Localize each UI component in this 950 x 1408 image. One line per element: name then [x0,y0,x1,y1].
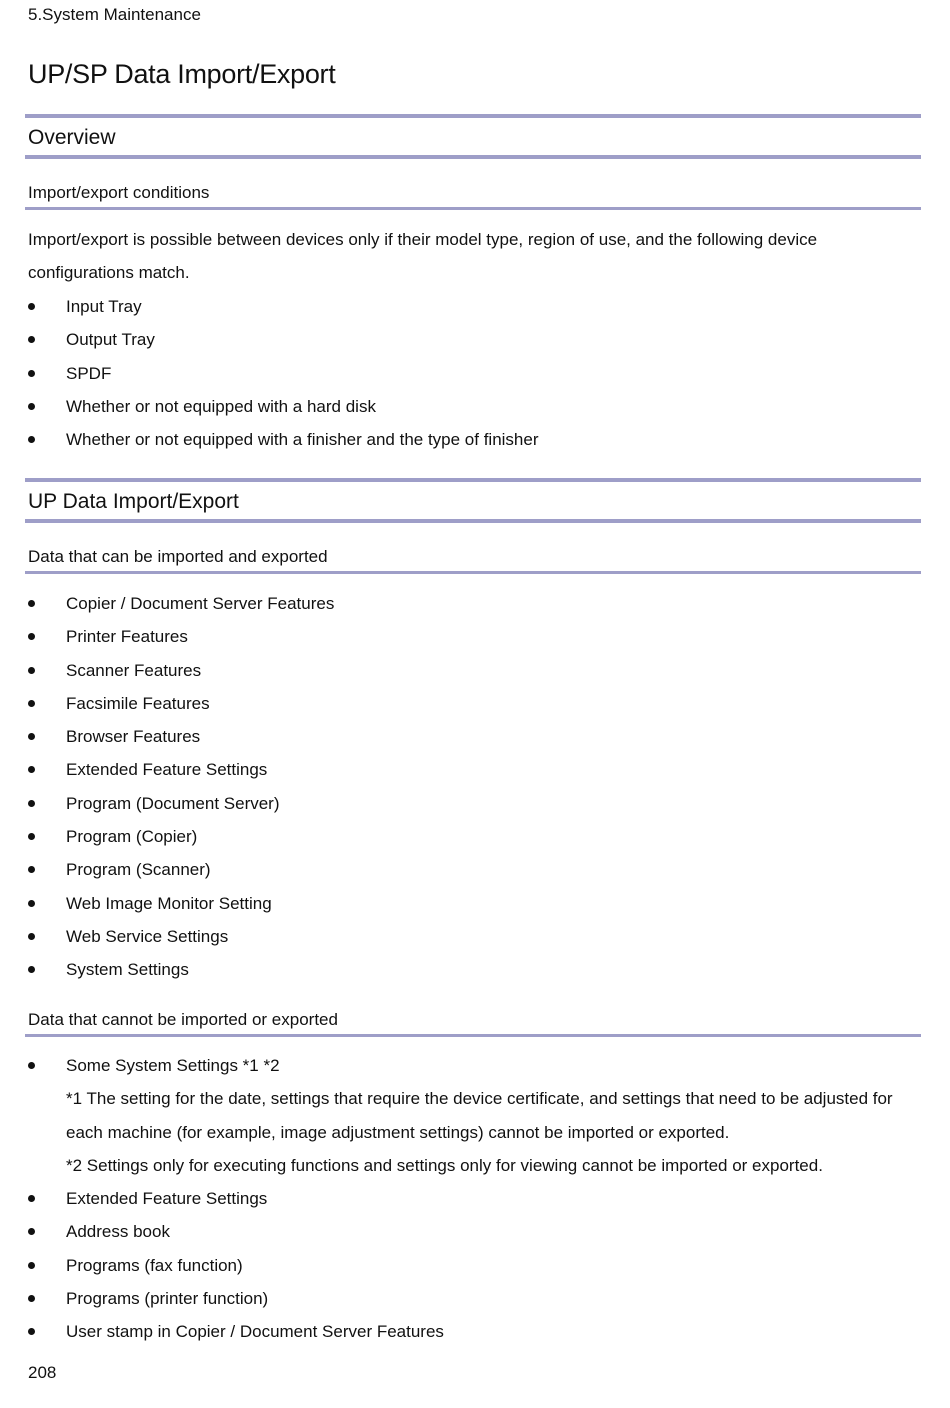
list-item-label: Browser Features [66,727,201,747]
list-item [28,323,908,356]
list-item [28,687,908,720]
list-item-label: Some System Settings *1 *2 [66,1056,280,1075]
list-item-label: User stamp in Copier / Document Server Features [66,1322,444,1342]
bullet-icon [28,633,35,640]
list-item-label: Whether or not equipped with a finisher and the type of finisher [66,430,539,450]
bullet-icon [28,303,35,310]
cannot-export-subheading: Data that cannot be imported or exported [28,1010,338,1029]
list-item-label: Facsimile Features [66,693,210,713]
list-item-label: Printer Features [66,627,188,647]
list-item [28,920,908,953]
list-item-label: Web Image Monitor Setting [66,893,272,913]
list-item [28,654,908,687]
list-item-label: System Settings [66,960,189,980]
running-header: 5.System Maintenance [28,5,201,24]
page-title: UP/SP Data Import/Export [28,59,336,89]
list-item-label: Extended Feature Settings [66,760,268,780]
bullet-icon [28,403,35,410]
overview-heading: Overview [28,126,116,149]
list-item [28,853,908,886]
list-item [28,720,908,753]
list-item-label: SPDF [66,363,112,383]
list-item [28,423,908,456]
list-item-label: Program (Scanner) [66,860,211,880]
subheading-rule [25,1034,921,1037]
bullet-icon [28,600,35,607]
list-item [28,1249,908,1282]
list-item [28,1182,908,1215]
list-item [28,753,908,786]
page-number: 208 [28,1363,57,1382]
list-item-label: Input Tray [66,297,142,316]
can-export-list [28,587,908,987]
bullet-icon [28,1295,35,1302]
list-item-label: Program (Copier) [66,827,198,847]
bullet-icon [28,933,35,940]
bullet-icon [28,1228,35,1235]
bullet-icon [28,766,35,773]
cannot-export-list [28,1049,908,1349]
bullet-icon [28,436,35,443]
conditions-list [28,290,908,456]
section-rule-top [25,478,921,482]
list-item [28,290,908,323]
bullet-icon [28,700,35,707]
list-item-label: Programs (printer function) [66,1289,269,1309]
up-data-heading: UP Data Import/Export [28,490,239,513]
section-rule-top [25,114,921,118]
list-item [28,390,908,423]
bullet-icon [28,1262,35,1269]
list-item-label: Output Tray [66,330,155,350]
list-item [28,1049,908,1182]
bullet-icon [28,866,35,873]
can-export-subheading: Data that can be imported and exported [28,547,328,566]
list-item [28,820,908,853]
bullet-icon [28,1328,35,1335]
list-item [28,787,908,820]
section-rule-bottom [25,155,921,159]
list-item [28,357,908,390]
bullet-icon [28,833,35,840]
list-item [28,1315,908,1348]
subheading-rule [25,207,921,210]
list-item [28,887,908,920]
bullet-icon [28,1062,35,1069]
list-item [28,587,908,620]
bullet-icon [28,667,35,674]
list-item-label: Web Service Settings [66,926,229,946]
conditions-subheading: Import/export conditions [28,183,210,202]
list-item-label: Address book [66,1222,170,1242]
list-item-label: Whether or not equipped with a hard disk [66,396,376,416]
bullet-icon [28,1195,35,1202]
bullet-icon [28,370,35,377]
bullet-icon [28,733,35,740]
bullet-icon [28,800,35,807]
list-item [28,620,908,653]
list-item [28,1282,908,1315]
subheading-rule [25,571,921,574]
list-item-label: Program (Document Server) [66,793,280,813]
bullet-icon [28,336,35,343]
bullet-icon [28,900,35,907]
footnote-1: *1 The setting for the date, settings that require the device certificate, and settings that need to be adjusted for each machine (for example, image adjustment settings) cannot be imported or exported. [66,1089,893,1142]
list-item [28,953,908,986]
conditions-paragraph: Import/export is possible between devices only if their model type, region of use, and the following device configurations match. [28,230,818,282]
list-item-label: Extended Feature Settings [66,1189,268,1209]
list-item-label: Scanner Features [66,660,202,680]
list-item [28,1215,908,1248]
list-item-label: Copier / Document Server Features [66,594,335,613]
list-item-label: Programs (fax function) [66,1255,243,1275]
bullet-icon [28,966,35,973]
section-rule-bottom [25,519,921,523]
footnote-2: *2 Settings only for executing functions and settings only for viewing cannot be imported or exported. [66,1155,823,1175]
